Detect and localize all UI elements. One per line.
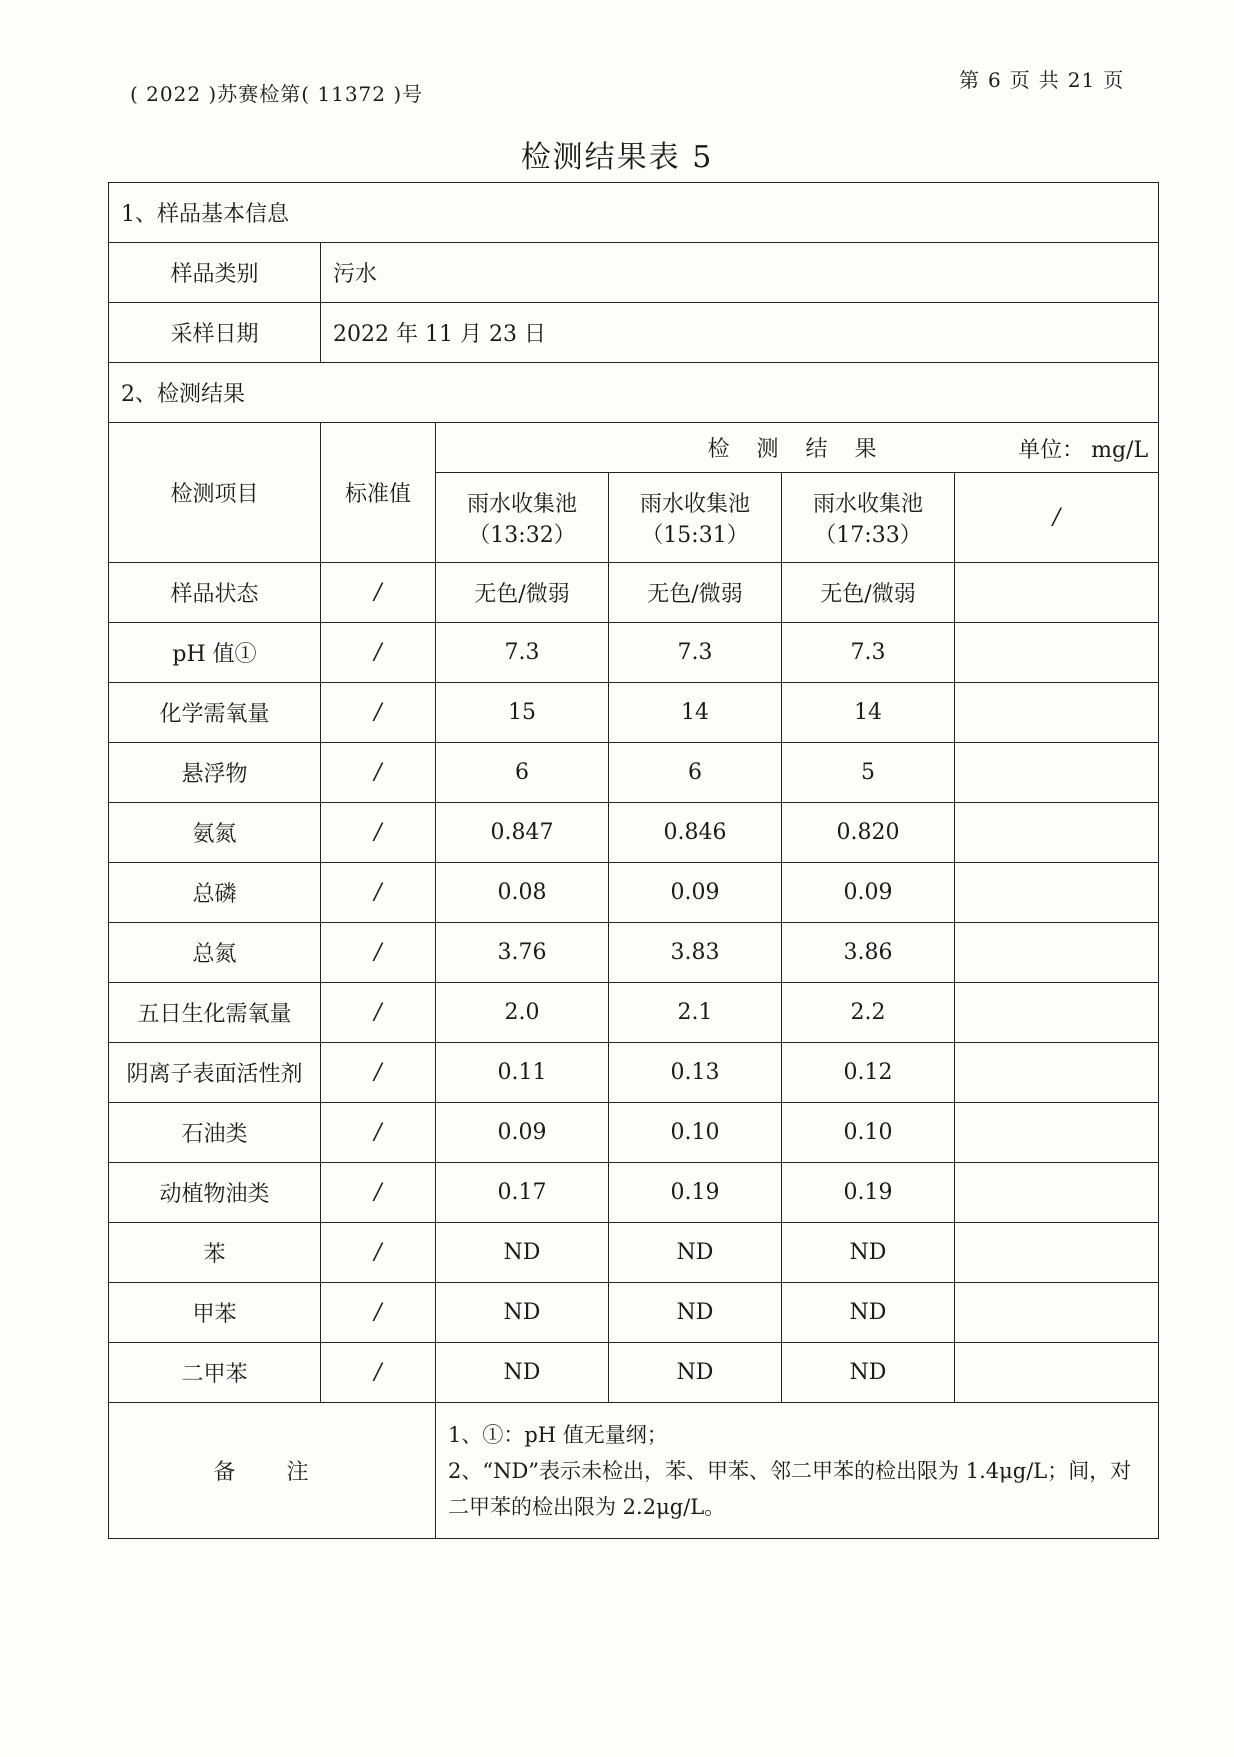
sampling-date-label: 采样日期: [109, 303, 321, 363]
row-value-4: [955, 1223, 1159, 1283]
row-value-1: 0.17: [436, 1163, 609, 1223]
row-value-3: 7.3: [782, 623, 955, 683]
sample-name: 雨水收集池: [812, 491, 923, 517]
section-1-label: 1、样品基本信息: [109, 183, 1159, 243]
sampling-date-value: 2022 年 11 月 23 日: [321, 303, 1159, 363]
row-value-2: 6: [609, 743, 782, 803]
row-value-4: [955, 563, 1159, 623]
row-value-3: 14: [782, 683, 955, 743]
row-item: 样品状态: [109, 563, 321, 623]
section-1-row: [109, 183, 1159, 243]
sample-type-row: [109, 243, 1159, 303]
table-row: [109, 1163, 1159, 1223]
row-value-4: [955, 983, 1159, 1043]
row-std: /: [321, 1283, 436, 1343]
row-item: 五日生化需氧量: [109, 983, 321, 1043]
row-value-1: 6: [436, 743, 609, 803]
row-value-2: 无色/微弱: [609, 563, 782, 623]
row-value-1: 0.847: [436, 803, 609, 863]
table-row: [109, 1223, 1159, 1283]
row-std: /: [321, 1163, 436, 1223]
row-item: 化学需氧量: [109, 683, 321, 743]
row-value-1: 0.09: [436, 1103, 609, 1163]
row-value-2: ND: [609, 1343, 782, 1403]
remarks-label: [109, 1403, 436, 1539]
row-value-3: 无色/微弱: [782, 563, 955, 623]
row-value-2: 0.13: [609, 1043, 782, 1103]
row-value-4: [955, 743, 1159, 803]
section-2-row: [109, 363, 1159, 423]
row-value-1: 3.76: [436, 923, 609, 983]
row-value-1: ND: [436, 1283, 609, 1343]
col-result-header: [436, 423, 1159, 473]
row-item: 石油类: [109, 1103, 321, 1163]
row-value-3: 3.86: [782, 923, 955, 983]
row-value-2: 0.09: [609, 863, 782, 923]
remarks-row: [109, 1403, 1159, 1539]
row-item: pH 值①: [109, 623, 321, 683]
row-value-2: 3.83: [609, 923, 782, 983]
remark-line-2: 2、“ND”表示未检出，苯、甲苯、邻二甲苯的检出限为 1.4μg/L；间，对二甲苯的检出限为 2.2μg/L。: [448, 1458, 1132, 1519]
row-value-3: 0.820: [782, 803, 955, 863]
row-std: /: [321, 1103, 436, 1163]
sampling-date-row: [109, 303, 1159, 363]
sample-header-3: [782, 473, 955, 563]
report-number: ( 2022 )苏赛检第( 11372 )号: [130, 82, 424, 106]
row-value-1: 2.0: [436, 983, 609, 1043]
row-item: 氨氮: [109, 803, 321, 863]
row-value-1: 0.11: [436, 1043, 609, 1103]
table-row: [109, 1283, 1159, 1343]
row-value-3: 0.12: [782, 1043, 955, 1103]
row-std: /: [321, 923, 436, 983]
row-value-2: 14: [609, 683, 782, 743]
row-value-1: ND: [436, 1343, 609, 1403]
table-row: [109, 563, 1159, 623]
table-row: [109, 1103, 1159, 1163]
table-row: [109, 623, 1159, 683]
row-value-2: 0.10: [609, 1103, 782, 1163]
col-std-header: 标准值: [321, 423, 436, 563]
table-row: [109, 803, 1159, 863]
row-item: 二甲苯: [109, 1343, 321, 1403]
row-std: /: [321, 1343, 436, 1403]
sample-type-value: 污水: [321, 243, 1159, 303]
row-value-4: [955, 1043, 1159, 1103]
page-word-2: 页: [1009, 68, 1031, 92]
row-value-3: 0.09: [782, 863, 955, 923]
row-value-4: [955, 1163, 1159, 1223]
col-item-header: 检测项目: [109, 423, 321, 563]
row-std: /: [321, 983, 436, 1043]
page-title: 检测结果表 5: [520, 140, 714, 175]
row-value-4: [955, 923, 1159, 983]
row-value-1: 7.3: [436, 623, 609, 683]
row-item: 总磷: [109, 863, 321, 923]
sample-header-1: [436, 473, 609, 563]
sample-time: （15:31）: [641, 522, 749, 548]
page-indicator: [955, 64, 1128, 93]
row-value-2: ND: [609, 1223, 782, 1283]
page-number: 6: [988, 68, 1002, 92]
sample-name: /: [1052, 505, 1061, 530]
page-word-3: 共: [1038, 68, 1060, 92]
row-value-4: [955, 863, 1159, 923]
sample-header-4: [955, 473, 1159, 563]
row-value-1: ND: [436, 1223, 609, 1283]
table-row: [109, 683, 1159, 743]
row-value-3: 5: [782, 743, 955, 803]
row-value-2: ND: [609, 1283, 782, 1343]
row-item: 动植物油类: [109, 1163, 321, 1223]
row-item: 悬浮物: [109, 743, 321, 803]
row-value-1: 无色/微弱: [436, 563, 609, 623]
row-item: 苯: [109, 1223, 321, 1283]
row-std: /: [321, 563, 436, 623]
row-value-2: 2.1: [609, 983, 782, 1043]
sample-header-2: [609, 473, 782, 563]
row-std: /: [321, 743, 436, 803]
sample-time: （17:33）: [814, 522, 922, 548]
remarks-content: [436, 1403, 1159, 1539]
row-value-3: 0.10: [782, 1103, 955, 1163]
table-row: [109, 1343, 1159, 1403]
remarks-label-text: 备 注: [213, 1460, 331, 1485]
table-row: [109, 923, 1159, 983]
row-std: /: [321, 863, 436, 923]
row-item: 总氮: [109, 923, 321, 983]
row-std: /: [321, 1043, 436, 1103]
result-heading: 检 测 结 果: [707, 437, 887, 462]
row-std: /: [321, 1223, 436, 1283]
row-std: /: [321, 803, 436, 863]
row-value-4: [955, 1343, 1159, 1403]
results-table: [108, 182, 1159, 1539]
row-value-3: 0.19: [782, 1163, 955, 1223]
row-value-4: [955, 1103, 1159, 1163]
row-value-3: ND: [782, 1283, 955, 1343]
page-total: 21: [1067, 68, 1096, 92]
row-value-3: ND: [782, 1223, 955, 1283]
table-row: [109, 743, 1159, 803]
row-value-2: 7.3: [609, 623, 782, 683]
row-value-4: [955, 1283, 1159, 1343]
sample-time: （13:32）: [468, 522, 576, 548]
row-value-3: 2.2: [782, 983, 955, 1043]
row-value-1: 0.08: [436, 863, 609, 923]
row-value-1: 15: [436, 683, 609, 743]
table-row: [109, 1043, 1159, 1103]
sample-type-label: 样品类别: [109, 243, 321, 303]
table-row: [109, 983, 1159, 1043]
results-header-row: [109, 423, 1159, 473]
row-std: /: [321, 683, 436, 743]
section-2-label: 2、检测结果: [109, 363, 1159, 423]
row-value-4: [955, 683, 1159, 743]
row-item: 甲苯: [109, 1283, 321, 1343]
row-value-3: ND: [782, 1343, 955, 1403]
unit-label: 单位： mg/L: [1018, 438, 1149, 463]
row-value-2: 0.846: [609, 803, 782, 863]
row-std: /: [321, 623, 436, 683]
sample-name: 雨水收集池: [639, 491, 750, 517]
row-value-4: [955, 623, 1159, 683]
sample-name: 雨水收集池: [466, 491, 577, 517]
table-row: [109, 863, 1159, 923]
row-item: 阴离子表面活性剂: [109, 1043, 321, 1103]
remark-line-1: 1、①：pH 值无量纲；: [448, 1422, 668, 1447]
row-value-4: [955, 803, 1159, 863]
page-word-4: 页: [1103, 68, 1125, 92]
page-word-1: 第: [959, 68, 980, 92]
row-value-2: 0.19: [609, 1163, 782, 1223]
